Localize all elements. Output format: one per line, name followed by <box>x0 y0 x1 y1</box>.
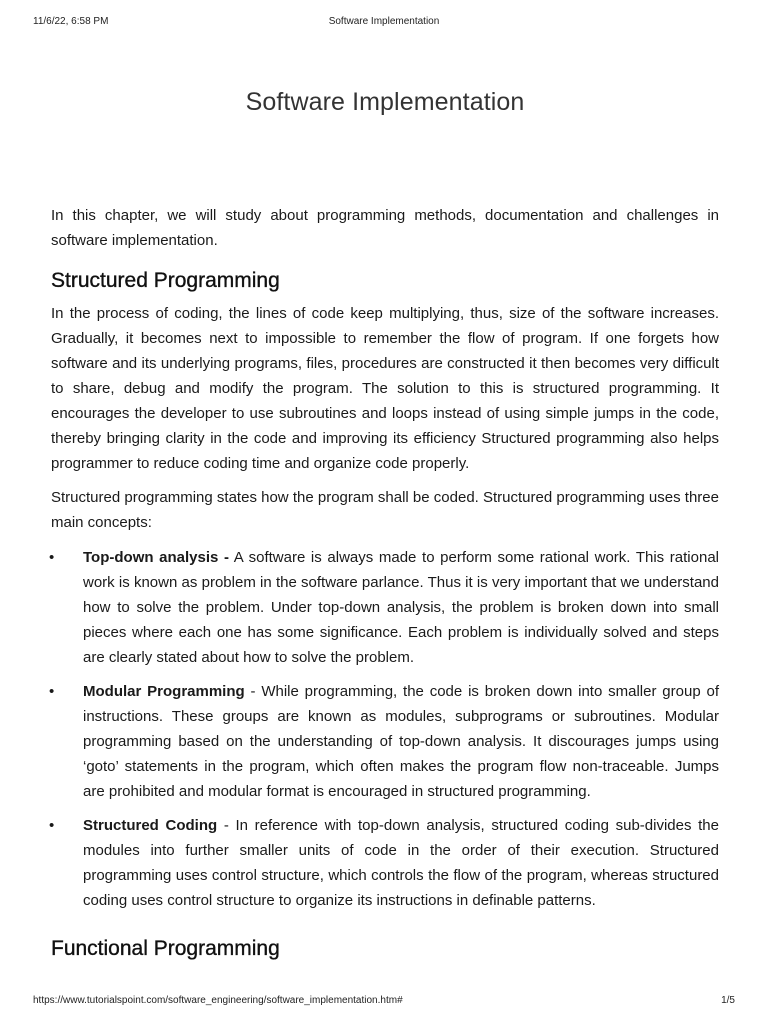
list-item-term: Structured Coding <box>83 817 218 834</box>
list-item-top-down-analysis <box>51 545 719 670</box>
list-item-text: A software is always made to perform some rational work. This rational work is known as problem in the software parlance. Thus it is very important that we understand how to solve the problem. Under top-down analysis, the problem is broken down into small pieces where each one has some significance. Each problem is individually solved and steps are clearly stated about how to solve the problem. <box>83 549 719 666</box>
print-doc-title: Software Implementation <box>328 16 440 27</box>
page-url: https://www.tutorialspoint.com/software_engineering/software_implementation.htm# <box>33 995 403 1006</box>
structured-programming-paragraph-2: Structured programming states how the program shall be coded. Structured programming uses three main concepts: <box>51 489 719 531</box>
bullet-icon: • <box>49 817 55 834</box>
structured-programming-paragraph-1: In the process of coding, the lines of code keep multiplying, thus, size of the software increases. Gradually, it becomes next to impossible to remember the flow of program. If one forgets how software and its underlying programs, files, procedures are constructed it then becomes very difficult to share, debug and modify the program. The solution to this is structured programming. It encourages the developer to use subroutines and loops instead of using simple jumps in the code, thereby bringing clarity in the code and improving its efficiency Structured programming also helps programmer to reduce coding time and organize code properly. <box>51 305 719 472</box>
print-header <box>33 16 735 30</box>
page-number: 1/5 <box>721 995 735 1006</box>
page-title: Software Implementation <box>245 88 525 116</box>
print-datetime: 11/6/22, 6:58 PM <box>33 16 109 27</box>
list-item-structured-coding <box>51 813 719 913</box>
list-item-text: - In reference with top-down analysis, structured coding sub-divides the modules into further smaller units of code in the order of their execution. Structured programming uses control structure, which controls the flow of the program, whereas structured coding uses control structure to organize its instructions in definable patterns. <box>83 817 719 909</box>
list-item-text: - While programming, the code is broken down into smaller group of instructions. These groups are known as modules, subprograms or subroutines. Modular programming based on the understanding of top-down analysis. It discourages jumps using ‘goto’ statements in the program, which often makes the program flow non-traceable. Jumps are prohibited and modular format is encouraged in structured programming. <box>83 683 720 800</box>
section-heading-structured-programming: Structured Programming <box>51 269 280 292</box>
bullet-icon: • <box>49 683 55 700</box>
print-footer <box>33 995 735 1009</box>
section-heading-functional-programming: Functional Programming <box>51 937 280 960</box>
list-item-modular-programming <box>51 679 719 804</box>
concepts-list <box>51 545 719 913</box>
intro-paragraph: In this chapter, we will study about programming methods, documentation and challenges in software implementation. <box>51 207 719 249</box>
list-item-term: Top-down analysis - <box>83 549 229 566</box>
list-item-term: Modular Programming <box>83 683 245 700</box>
bullet-icon: • <box>49 549 55 566</box>
article-content <box>51 88 719 961</box>
